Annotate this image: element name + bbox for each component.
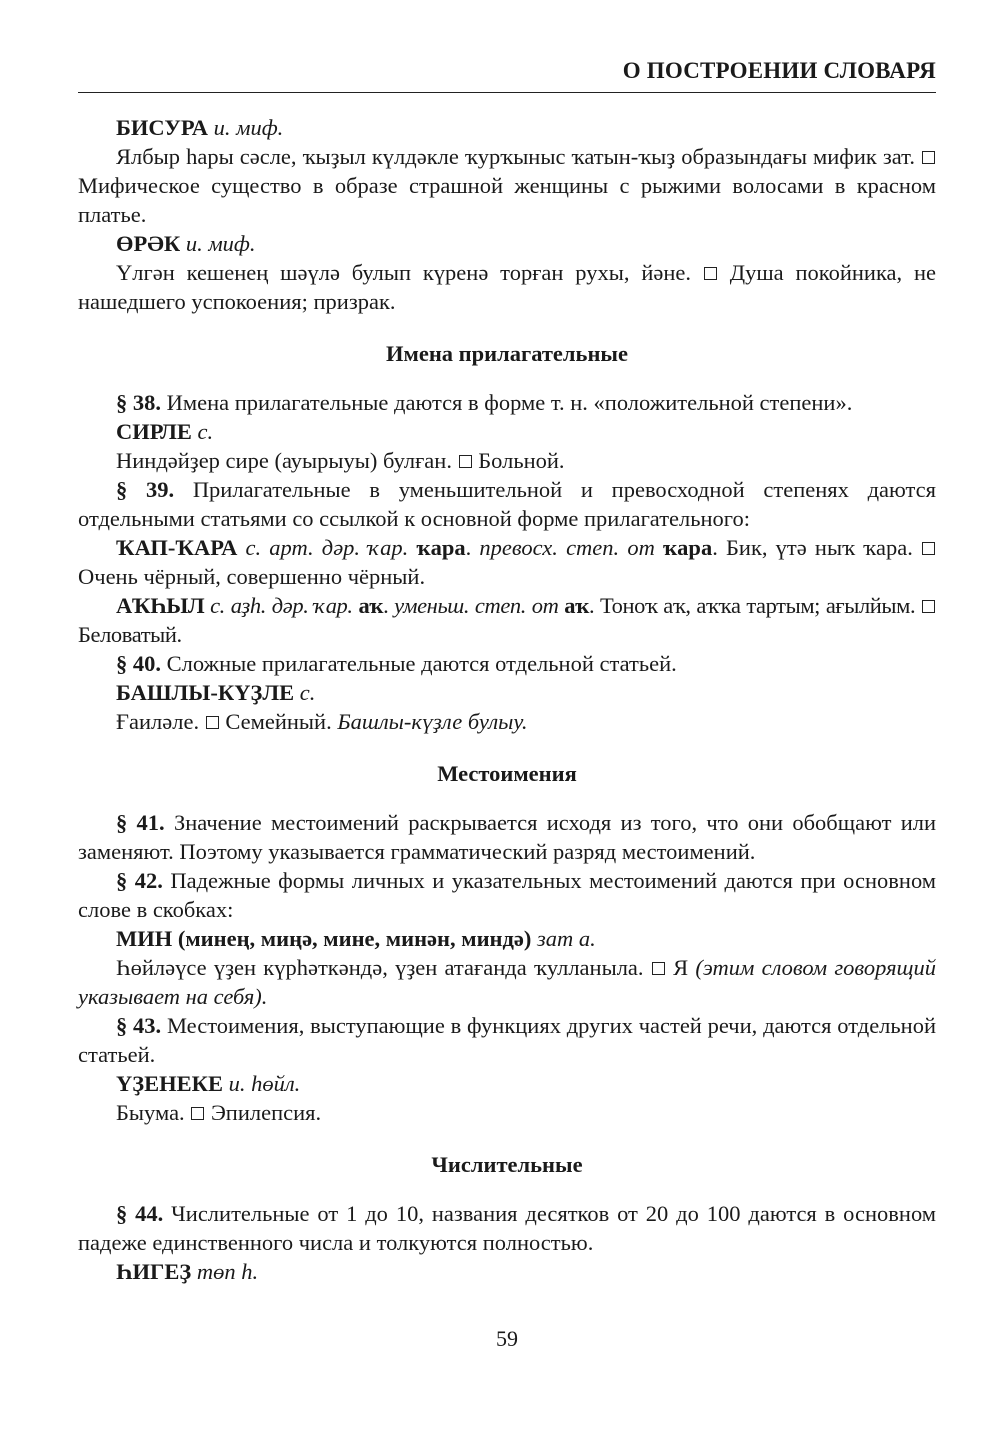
headword: ҮҘЕНЕКЕ xyxy=(116,1071,223,1096)
headword: СИРЛЕ xyxy=(116,419,192,444)
russian-translation: Беловатый. xyxy=(78,622,182,647)
translation-square-icon xyxy=(922,151,935,164)
base-word: аҡ xyxy=(358,593,384,618)
entry-kapkara: ҠАП-ҠАРА с. арт. дәр. ҡар. ҡара. превосх. степ. от ҡара. Бик, үтә ныҡ ҡара. Очень чёрный, совершенно чёрный. xyxy=(78,533,936,591)
headword: ӨРӘК xyxy=(116,231,181,256)
section-heading-adjectives: Имена прилагательные xyxy=(386,341,628,366)
paragraph-text: Падежные формы личных и указательных местоимений даются при основном слове в скобках: xyxy=(78,868,936,922)
page xyxy=(78,0,936,1432)
bashkir-definition: Ялбыр һары сәсле, ҡыҙыл күлдәкле ҡурҡыныс ҡатын-ҡыҙ образындағы мифик зат. xyxy=(116,144,915,169)
entry-uzeneke-head xyxy=(78,1069,936,1098)
page-number: 59 xyxy=(496,1326,518,1351)
bashkir-definition: Һөйләүсе үҙен күрһәткәндә, үҙен атағанда ҡулланыла. xyxy=(116,955,644,980)
entry-oraek-head xyxy=(78,229,936,258)
section-heading-pronouns: Местоимения xyxy=(437,761,577,786)
paragraph-number: § 38. xyxy=(116,390,161,415)
paragraph-number: § 43. xyxy=(116,1013,162,1038)
russian-translation: Эпилепсия. xyxy=(210,1100,322,1125)
paragraph-text: Сложные прилагательные даются отдельной статьей. xyxy=(166,651,677,676)
translation-square-icon xyxy=(922,600,935,613)
paragraph-text: Прилагательные в уменьшительной и превосходной степенях даются отдельными статьями со ссылкой к основной форме прилагательного: xyxy=(78,477,936,531)
grammar-label: и. һөйл. xyxy=(228,1071,301,1096)
section-heading-numerals: Числительные xyxy=(431,1152,583,1177)
paragraph-text: Значение местоимений раскрывается исходя из того, что они обобщают или заменяют. Поэтому указывается грамматический разряд местоимений. xyxy=(78,810,937,864)
paragraph-text: Имена прилагательные даются в форме т. н. «положительной степени». xyxy=(166,390,853,415)
entry-bisura-head xyxy=(78,113,936,142)
headword: ҺИГЕҘ xyxy=(116,1259,192,1284)
translation-square-icon xyxy=(704,267,717,280)
base-word-ref: аҡ xyxy=(564,593,589,618)
grammar-label: с. арт. дәр. ҡар. xyxy=(245,535,409,560)
paragraph-44 xyxy=(78,1199,936,1257)
entry-higez-head xyxy=(78,1257,936,1286)
russian-translation: Семейный. xyxy=(225,709,332,734)
paragraph-text: Числительные от 1 до 10, названия десятков от 20 до 100 даются в основном падеже единственного числа и толкуются полностью. xyxy=(78,1201,936,1255)
paragraph-39 xyxy=(78,475,936,533)
headword: МИН (минең, миңә, мине, минән, миндә) xyxy=(116,926,532,951)
entry-min-head xyxy=(78,924,936,953)
grammar-label: и. миф. xyxy=(185,231,256,256)
russian-translation: Очень чёрный, совершенно чёрный. xyxy=(78,564,426,589)
translation-square-icon xyxy=(191,1107,204,1120)
paragraph-42 xyxy=(78,866,936,924)
grammar-label: с. аҙһ. дәр. ҡар. xyxy=(210,593,353,618)
russian-translation: Больной. xyxy=(478,448,565,473)
entry-uzeneke-def xyxy=(78,1098,936,1127)
grammar-label: зат а. xyxy=(537,926,596,951)
paragraph-number: § 44. xyxy=(116,1201,164,1226)
grammar-label: с. xyxy=(299,680,316,705)
usage-example: Башлы-күҙле булыу. xyxy=(337,709,528,734)
bashkir-definition: Бик, үтә ныҡ ҡара. xyxy=(726,535,913,560)
entry-bisura-def xyxy=(78,142,936,229)
headword: ҠАП-ҠАРА xyxy=(116,535,238,560)
header-rule xyxy=(78,92,936,93)
grammar-label: төп һ. xyxy=(196,1259,259,1284)
paragraph-43 xyxy=(78,1011,936,1069)
relation-label: уменьш. степ. от xyxy=(394,593,559,618)
base-word: ҡара xyxy=(416,535,466,560)
russian-translation: Я xyxy=(673,955,689,980)
paragraph-38 xyxy=(78,388,936,417)
translation-square-icon xyxy=(459,455,472,468)
bashkir-definition: Ниндәйҙер сире (ауырыуы) булған. xyxy=(116,448,452,473)
translation-square-icon xyxy=(922,542,935,555)
translation-square-icon xyxy=(652,962,665,975)
entry-min-def xyxy=(78,953,936,1011)
running-header: О ПОСТРОЕНИИ СЛОВАРЯ xyxy=(622,58,936,83)
entry-bashly-head xyxy=(78,678,936,707)
paragraph-number: § 41. xyxy=(116,810,165,835)
paragraph-41 xyxy=(78,808,936,866)
russian-translation: Душа покойника, не нашедшего успокоения; призрак. xyxy=(78,260,937,314)
bashkir-definition: Үлгән кешенең шәүлә булып күренә торған рухы, йәне. xyxy=(116,260,692,285)
grammar-label: и. миф. xyxy=(213,115,284,140)
page-body xyxy=(78,113,936,1286)
paragraph-text: Местоимения, выступающие в функциях других частей речи, даются отдельной статьей. xyxy=(78,1013,937,1067)
headword: БИСУРА xyxy=(116,115,208,140)
russian-translation: Мифическое существо в образе страшной женщины с рыжими волосами в красном платье. xyxy=(78,173,936,227)
paragraph-number: § 40. xyxy=(116,651,161,676)
entry-sirle-head xyxy=(78,417,936,446)
headword: АҠҺЫЛ xyxy=(116,593,205,618)
paragraph-number: § 39. xyxy=(116,477,175,502)
translation-square-icon xyxy=(206,716,219,729)
usage-note: (этим словом говорящий указывает на себя). xyxy=(78,955,937,1009)
headword: БАШЛЫ-КҮҘЛЕ xyxy=(116,680,295,705)
bashkir-definition: Тоноҡ аҡ, аҡҡа тартым; ағылйым. xyxy=(599,593,916,618)
entry-oraek-def xyxy=(78,258,936,316)
bashkir-definition: Ғаиләле. xyxy=(116,709,200,734)
entry-sirle-def xyxy=(78,446,936,475)
entry-bashly-def xyxy=(78,707,936,736)
base-word-ref: ҡара xyxy=(663,535,713,560)
entry-akhyl: АҠҺЫЛ с. аҙһ. дәр. ҡар. аҡ. уменьш. степ. от аҡ. Тоноҡ аҡ, аҡҡа тартым; ағылйым. Беловатый. xyxy=(78,591,936,649)
paragraph-40 xyxy=(78,649,936,678)
grammar-label: с. xyxy=(197,419,214,444)
paragraph-number: § 42. xyxy=(116,868,163,893)
bashkir-definition: Быума. xyxy=(116,1100,185,1125)
relation-label: превосх. степ. от xyxy=(479,535,655,560)
